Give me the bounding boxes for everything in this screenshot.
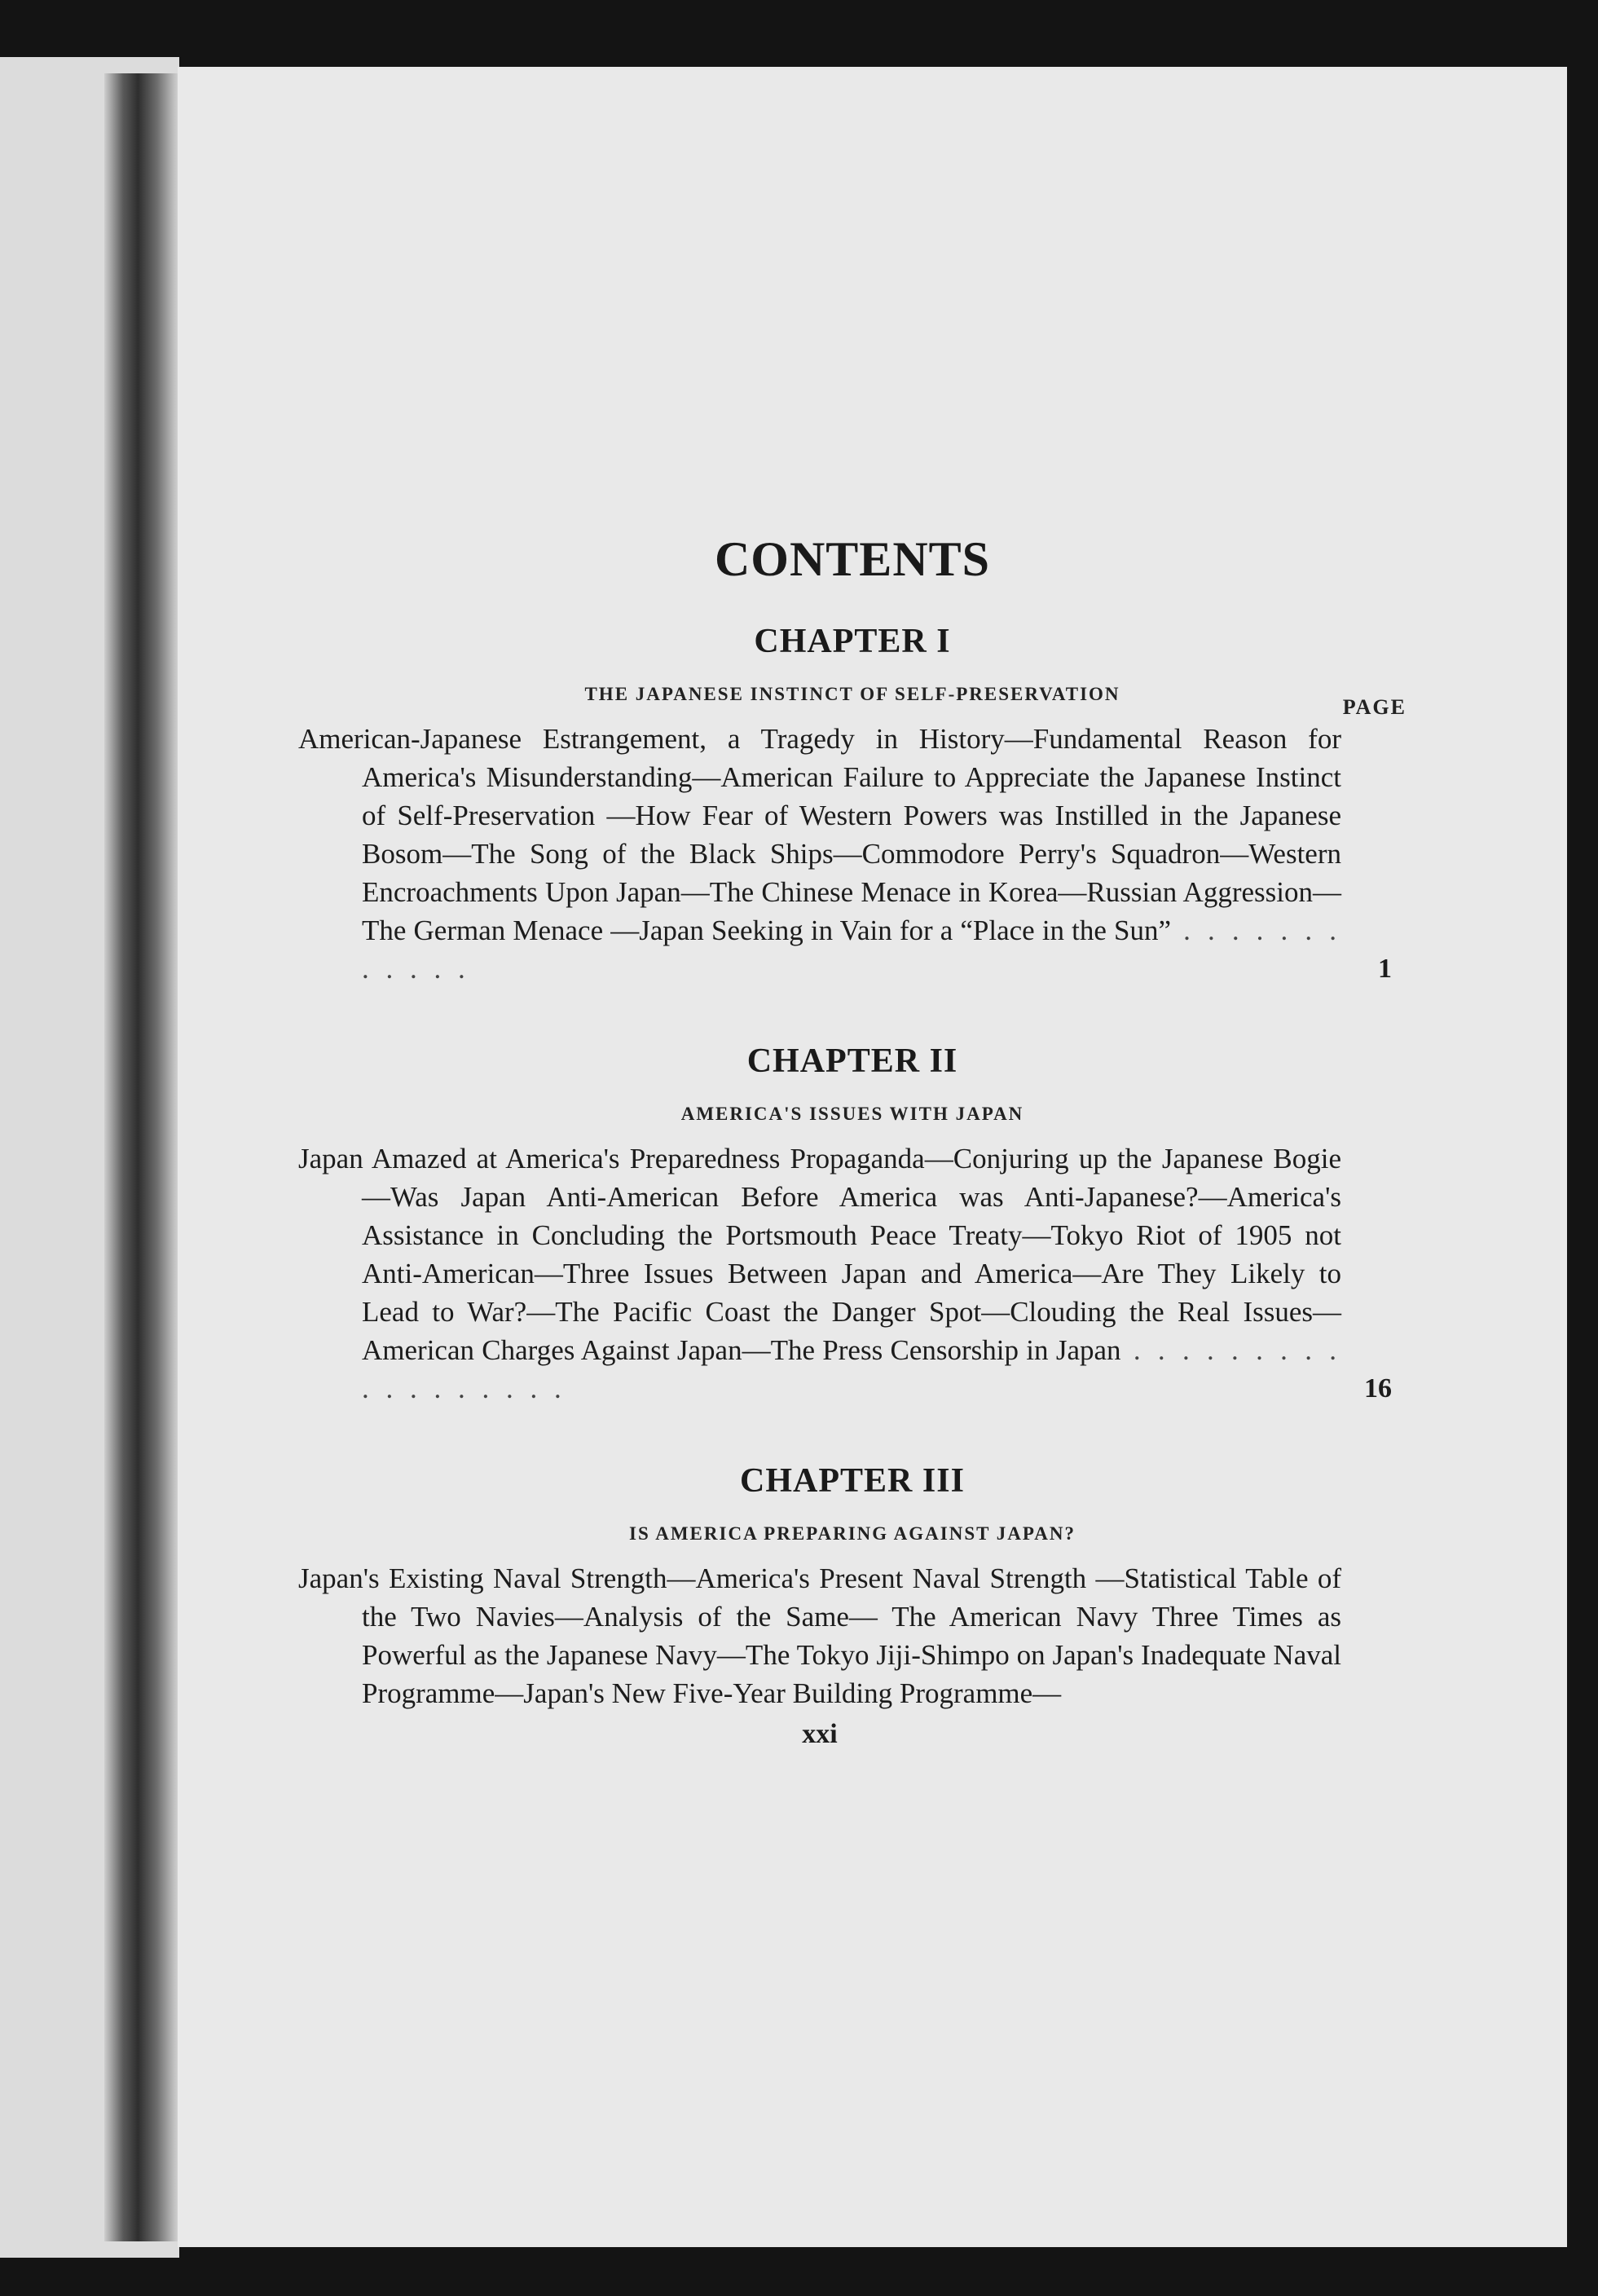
chapter-2 [298,1042,1407,1408]
page-number: 1 [1378,954,1392,984]
chapter-summary [298,720,1407,988]
summary-text: American-Japanese Estrangement, a Tragedy in History—Fundamental Reason for America's Misunderstanding—American Failure to Appreciate the Japanese Instinct of Self-Preservation —How Fear of Western Powers was Instilled in the Japanese Bosom—The Song of the Black Ships—Commodore Perry's Squadron—Western Encroachments Upon Japan—The Chinese Menace in Korea—Russian Aggression—The German Menace —Japan Seeking in Vain for a “Place in the Sun” [298,723,1341,946]
chapter-summary [298,1139,1407,1408]
contents-title: CONTENTS [714,532,991,586]
page-folio: xxi [802,1719,838,1749]
summary-text: Japan's Existing Naval Strength—America's Present Naval Strength —Statistical Table of the Two Navies—Analysis of the Same— The American Navy Three Times as Powerful as the Japanese Navy—The Tokyo Jiji-Shimpo on Japan's Inadequate Naval Programme—Japan's New Five-Year Building Programme— [298,1562,1341,1709]
chapter-heading: CHAPTER III [740,1462,965,1500]
book-gutter-shadow [104,73,179,2241]
book-page [178,67,1567,2247]
page-column-label: PAGE [1342,695,1407,719]
chapter-subtitle: AMERICA'S ISSUES WITH JAPAN [680,1104,1024,1124]
chapter-3 [298,1461,1407,1712]
chapter-summary [298,1559,1407,1712]
chapter-subtitle: IS AMERICA PREPARING AGAINST JAPAN? [629,1523,1076,1544]
dot-leader: . . . . . . . . . . . . . . . . . . [362,1334,1342,1404]
chapter-heading: CHAPTER I [754,623,951,660]
summary-text: Japan Amazed at America's Preparedness Propaganda—Conjuring up the Japanese Bogie—Was Japan Anti-American Before America was Anti-Japanese?—America's Assistance in Concluding the Portsmouth Peace Treaty—Tokyo Riot of 1905 not Anti-American—Three Issues Between Japan and America—Are They Likely to Lead to War?—The Pacific Coast the Danger Spot—Clouding the Real Issues—American Charges Against Japan—The Press Censorship in Japan [298,1143,1341,1366]
chapter-subtitle: THE JAPANESE INSTINCT OF SELF-PRESERVATION [584,684,1120,704]
contents-block [298,531,1407,1750]
chapter-heading: CHAPTER II [746,1042,958,1080]
page-number: 16 [1364,1373,1392,1404]
chapter-1 [298,622,1407,988]
dot-leader: . . . . . . . . . . . . [362,914,1342,985]
